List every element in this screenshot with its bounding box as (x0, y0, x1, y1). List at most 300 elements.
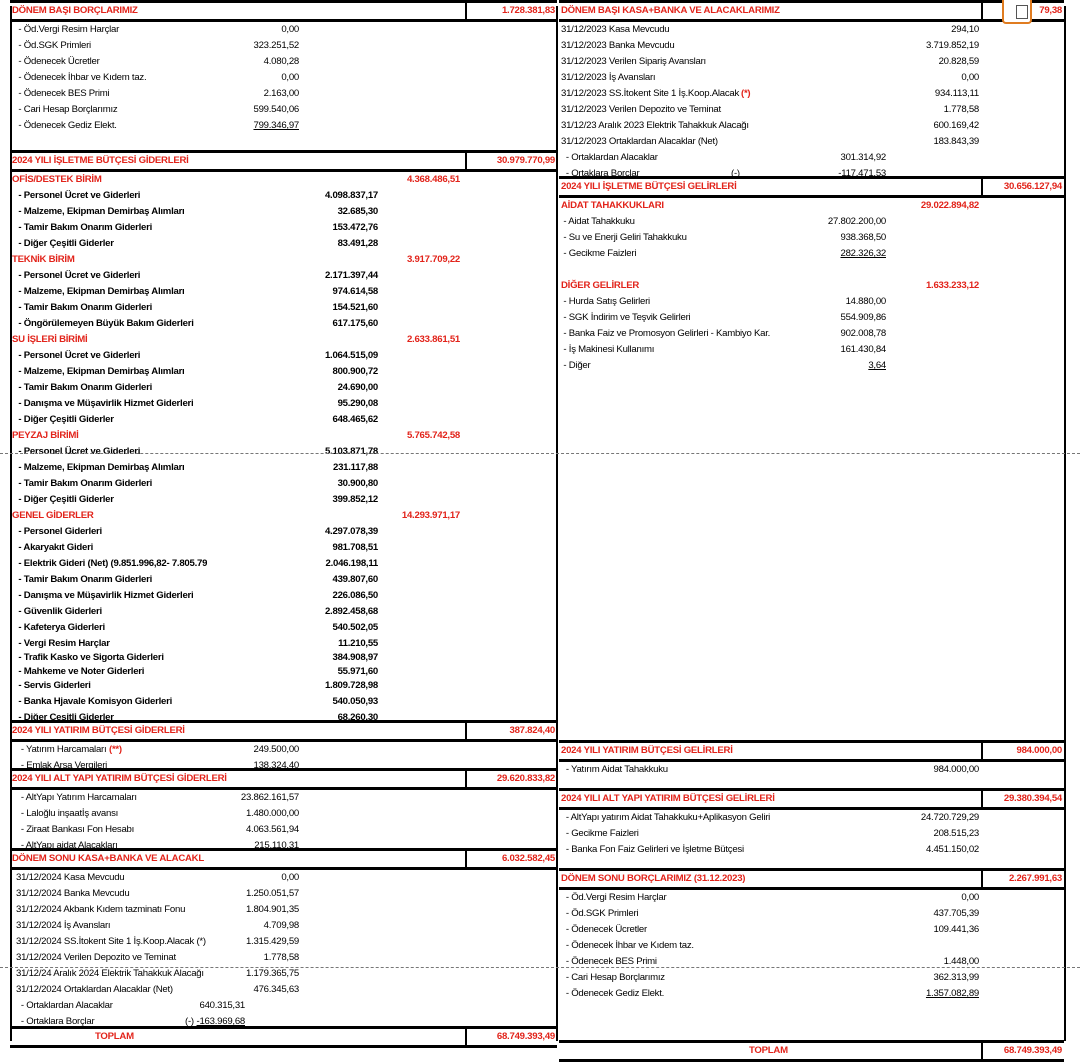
section-title: DÖNEM SONU BORÇLARIMIZ (31.12.2023) (561, 873, 746, 884)
item-label: - Öd.SGK Primleri (561, 908, 639, 919)
line-item (10, 604, 557, 620)
item-label: 31/12/2024 İş Avansları (16, 920, 111, 931)
line-item (10, 524, 557, 540)
section-header (559, 788, 1064, 810)
subsection-header (10, 332, 557, 348)
item-label: - Malzeme, Ekipman Demirbaş Alımları (16, 462, 185, 473)
item-label: - Banka Hjavale Komisyon Giderleri (16, 696, 173, 707)
item-label: - Danışma ve Müşavirlik Hizmet Giderleri (16, 590, 194, 601)
header-divider (981, 740, 983, 762)
item-label: 31/12/24 Aralık 2024 Elektrik Tahakkuk Alacağı (16, 968, 204, 979)
minus-sign: (-) (731, 168, 740, 179)
item-label: 31/12/2024 SS.İtokent Site 1 İş.Koop.Alacak (*) (16, 936, 206, 947)
line-item (559, 986, 1064, 1002)
item-label: - Akaryakıt Gideri (16, 542, 94, 553)
line-item (10, 806, 557, 822)
item-label: - Yatırım Aidat Tahakkuku (561, 764, 668, 775)
subsection-title: PEYZAJ BİRİMİ (12, 430, 79, 441)
subsection-title: SU İŞLERİ BİRİMİ (12, 334, 88, 345)
item-label: - Tamir Bakım Onarım Giderleri (16, 382, 153, 393)
header-divider (465, 720, 467, 742)
item-value: 215.110,31 (254, 840, 299, 851)
footnote-mark: (*) (741, 88, 751, 99)
item-value: 1.448,00 (943, 956, 979, 967)
item-label: - Emlak Arsa Vergileri (16, 760, 108, 771)
subsection-amount: 14.293.971,17 (401, 510, 460, 521)
item-subvalue: 938.368,50 (840, 232, 886, 243)
subsection-header (559, 278, 1064, 294)
right-column (559, 0, 1064, 1062)
subsection-header (10, 508, 557, 524)
item-label: 31/12/2023 Verilen Depozito ve Teminat (561, 104, 721, 115)
item-label: - Mahkeme ve Noter Giderleri (16, 666, 145, 677)
item-value: 3.719.852,19 (925, 40, 979, 51)
item-label: - Tamir Bakım Onarım Giderleri (16, 478, 153, 489)
line-item (10, 572, 557, 588)
subsection-amount: 1.633.233,12 (925, 280, 979, 291)
item-label: - Ödenecek Gediz Elekt. (16, 120, 117, 131)
section-amount: 6.032.582,45 (501, 853, 555, 864)
item-label: - Personel Ücret ve Giderleri (16, 270, 141, 281)
right-border (1064, 6, 1066, 1041)
item-value: 1.778,58 (263, 952, 299, 963)
header-divider (465, 1026, 467, 1048)
line-item (559, 294, 1064, 310)
subsection-header (10, 172, 557, 188)
item-subvalue: 640.315,31 (199, 1000, 245, 1011)
line-item (10, 966, 557, 982)
page-break-line (0, 453, 1080, 454)
item-label: 31/12/2023 Verilen Sipariş Avansları (561, 56, 706, 67)
item-value: 799.346,97 (253, 120, 299, 131)
section-header (559, 868, 1064, 890)
item-value: 437.705,39 (933, 908, 979, 919)
line-item (10, 540, 557, 556)
line-item (559, 150, 1064, 166)
subsection-amount: 3.917.709,22 (406, 254, 460, 265)
line-item (10, 54, 557, 70)
item-value: 83.491,28 (337, 238, 378, 249)
line-item (10, 664, 557, 678)
line-item (10, 650, 557, 664)
item-value: 55.971,60 (337, 666, 378, 677)
line-item (10, 396, 557, 412)
item-label: - Öd.Vergi Resim Harçlar (561, 892, 667, 903)
item-value: 5.103.871,78 (324, 446, 378, 457)
line-item (10, 102, 557, 118)
item-label: 31/12/2024 Ortaklardan Alacaklar (Net) (16, 984, 173, 995)
line-item (10, 556, 557, 572)
item-label: - Servis Giderleri (16, 680, 91, 691)
line-item (10, 1014, 557, 1026)
item-label: - Banka Fon Faiz Gelirleri ve İşletme Bütçesi (561, 844, 744, 855)
line-item (10, 268, 557, 284)
line-item (559, 86, 1064, 102)
line-item (10, 822, 557, 838)
section-header (10, 848, 557, 870)
section-amount: 30.656.127,94 (1003, 181, 1062, 192)
item-label: - Personel Ücret ve Giderleri (16, 350, 141, 361)
item-label: - Ortaklardan Alacaklar (561, 152, 658, 163)
line-item (10, 886, 557, 902)
item-label: - Hurda Satış Gelirleri (561, 296, 650, 307)
header-divider (465, 768, 467, 790)
line-item (10, 758, 557, 771)
line-item (559, 970, 1064, 986)
item-label: - Ödenecek BES Primi (16, 88, 110, 99)
item-value: 934.113,11 (934, 88, 979, 99)
item-label: - Ortaklara Borçlar (561, 168, 640, 179)
item-label: - Tamir Bakım Onarım Giderleri (16, 574, 153, 585)
item-label: 31/12/2023 Ortaklardan Alacaklar (Net) (561, 136, 718, 147)
header-divider (981, 0, 983, 22)
line-item (10, 902, 557, 918)
item-label: - Aidat Tahakkuku (561, 216, 635, 227)
item-value: 11.210,55 (338, 638, 378, 649)
item-value: 30.900,80 (337, 478, 378, 489)
line-item (559, 38, 1064, 54)
header-divider (981, 1040, 983, 1062)
section-amount: 984.000,00 (1016, 745, 1062, 756)
line-item (559, 166, 1064, 179)
left-column (10, 0, 557, 1048)
item-value: 1.778,58 (943, 104, 979, 115)
item-label: - Ödenecek İhbar ve Kıdem taz. (16, 72, 147, 83)
line-item (10, 870, 557, 886)
line-item (10, 678, 557, 694)
item-subvalue: 27.802.200,00 (827, 216, 886, 227)
item-subvalue: 902.008,78 (840, 328, 886, 339)
item-label: - Elektrik Gideri (Net) (9.851.996,82- 7.805.79 (16, 558, 208, 569)
line-item (559, 134, 1064, 150)
section-title: DÖNEM SONU KASA+BANKA VE ALACAKL (12, 853, 204, 864)
line-item (10, 412, 557, 428)
header-divider (981, 788, 983, 810)
item-value: 1.179.365,75 (245, 968, 299, 979)
item-value: 95.290,08 (337, 398, 378, 409)
item-label: - Öd.SGK Primleri (16, 40, 91, 51)
item-value: 249.500,00 (253, 744, 299, 755)
item-value: 1.357.082,89 (925, 988, 979, 999)
header-divider (981, 176, 983, 198)
section-title: 2024 YILI ALT YAPI YATIRIM BÜTÇESİ GİDERLERİ (12, 773, 227, 784)
section-header (10, 768, 557, 790)
line-item (10, 950, 557, 966)
section-title: 2024 YILI İŞLETME BÜTÇESİ GELİRLERİ (561, 181, 737, 192)
total-row (559, 1040, 1064, 1062)
item-label: - AltYapı yatırım Aidat Tahakkuku+Aplikasyon Geliri (561, 812, 771, 823)
item-value: 0,00 (281, 72, 299, 83)
item-value: 0,00 (281, 872, 299, 883)
item-value: 138.324,40 (253, 760, 299, 771)
line-item (10, 236, 557, 252)
item-value: 4.080,28 (263, 56, 299, 67)
section-title: 2024 YILI İŞLETME BÜTÇESİ GİDERLERİ (12, 155, 189, 166)
line-item (559, 118, 1064, 134)
item-value: 1.809.728,98 (324, 680, 378, 691)
section-header (10, 150, 557, 172)
line-item (10, 636, 557, 650)
total-label: TOPLAM (749, 1045, 788, 1056)
section-title: 2024 YILI YATIRIM BÜTÇESİ GELİRLERİ (561, 745, 733, 756)
item-label: - Banka Faiz ve Promosyon Gelirleri - Kambiyo Kar. (561, 328, 771, 339)
item-value: 226.086,50 (332, 590, 378, 601)
line-item (10, 22, 557, 38)
header-divider (465, 150, 467, 172)
footnote-mark: (**) (109, 744, 122, 755)
subsection-header (10, 428, 557, 444)
section-amount: 29.380.394,54 (1003, 793, 1062, 804)
item-subvalue: -163.969,68 (196, 1016, 245, 1027)
item-label: - Diğer Çeşitli Giderler (16, 414, 114, 425)
item-value: 294,10 (951, 24, 979, 35)
line-item (559, 826, 1064, 842)
item-value: 2.046.198,11 (325, 558, 378, 569)
section-amount: 29.620.833,82 (496, 773, 555, 784)
item-subvalue: 14.880,00 (845, 296, 886, 307)
item-value: 362.313,99 (933, 972, 979, 983)
item-value: 1.480.000,00 (245, 808, 299, 819)
item-label: - Ziraat Bankası Fon Hesabı (16, 824, 135, 835)
item-value: 208.515,23 (933, 828, 979, 839)
left-border (10, 6, 12, 1041)
line-item (559, 54, 1064, 70)
item-label: - Su ve Enerji Geliri Tahakkuku (561, 232, 687, 243)
section-amount: 1.728.381,83 (501, 5, 555, 16)
line-item (10, 348, 557, 364)
item-value: 24.690,00 (337, 382, 378, 393)
item-label: - Diğer (561, 360, 591, 371)
spacer (10, 134, 557, 150)
item-value: 4.709,98 (263, 920, 299, 931)
section-header (559, 176, 1064, 198)
item-label: - Personel Ücret ve Giderleri (16, 446, 141, 457)
item-label: - Tamir Bakım Onarım Giderleri (16, 302, 153, 313)
line-item (559, 102, 1064, 118)
paste-options-icon[interactable] (1002, 0, 1032, 24)
subsection-header (559, 198, 1064, 214)
item-label: - Ortaklara Borçlar (16, 1016, 95, 1027)
item-label: - Personel Ücret ve Giderleri (16, 190, 141, 201)
item-value: 800.900,72 (332, 366, 378, 377)
line-item (10, 38, 557, 54)
item-label: - Personel Giderleri (16, 526, 102, 537)
section-title: 2024 YILI YATIRIM BÜTÇESİ GİDERLERİ (12, 725, 185, 736)
line-item (10, 444, 557, 460)
total-row (10, 1026, 557, 1048)
line-item (10, 188, 557, 204)
section-header (559, 740, 1064, 762)
item-value: 476.345,63 (253, 984, 299, 995)
line-item (10, 70, 557, 86)
line-item (10, 710, 557, 723)
item-value: 0,00 (961, 72, 979, 83)
page-break-line (0, 967, 1080, 968)
line-item (559, 310, 1064, 326)
line-item (10, 790, 557, 806)
line-item (559, 326, 1064, 342)
line-item (10, 620, 557, 636)
item-value: 20.828,59 (938, 56, 979, 67)
subsection-amount: 2.633.861,51 (406, 334, 460, 345)
spacer (559, 374, 1064, 740)
item-label: - Güvenlik Giderleri (16, 606, 102, 617)
item-subvalue: 3,64 (868, 360, 886, 371)
item-value: 4.063.561,94 (245, 824, 299, 835)
line-item (10, 204, 557, 220)
item-subvalue: 161.430,84 (840, 344, 886, 355)
item-value: 981.708,51 (332, 542, 378, 553)
item-label: - Ödenecek BES Primi (561, 956, 657, 967)
line-item (10, 476, 557, 492)
line-item (559, 246, 1064, 262)
subsection-header (10, 252, 557, 268)
item-value: 1.064.515,09 (324, 350, 378, 361)
line-item (10, 284, 557, 300)
item-label: - Tamir Bakım Onarım Giderleri (16, 222, 153, 233)
item-label: 31/12/2024 Kasa Mevcudu (16, 872, 125, 883)
section-amount: 2.267.991,63 (1008, 873, 1062, 884)
section-amount: 387.824,40 (509, 725, 555, 736)
item-value: 1.804.901,35 (245, 904, 299, 915)
item-label: 31/12/2023 Banka Mevcudu (561, 40, 675, 51)
section-amount: 30.979.770,99 (496, 155, 555, 166)
line-item (10, 380, 557, 396)
item-label: - Diğer Çeşitli Giderler (16, 494, 114, 505)
line-item (559, 922, 1064, 938)
line-item (559, 214, 1064, 230)
item-subvalue: 301.314,92 (840, 152, 886, 163)
line-item (10, 316, 557, 332)
item-label: - Ödenecek Ücretler (561, 924, 647, 935)
item-value: 399.852,12 (332, 494, 378, 505)
item-value: 323.251,52 (253, 40, 299, 51)
header-divider (465, 0, 467, 22)
subsection-title: AİDAT TAHAKKUKLARI (561, 200, 664, 211)
item-value: 183.843,39 (933, 136, 979, 147)
section-title: 2024 YILI ALT YAPI YATIRIM BÜTÇESİ GELİRLERİ (561, 793, 775, 804)
item-label: - Cari Hesap Borçlarımız (561, 972, 665, 983)
item-value: 648.465,62 (332, 414, 378, 425)
item-label: - Diğer Çeşitli Giderler (16, 712, 114, 723)
line-item (10, 838, 557, 851)
line-item (10, 998, 557, 1014)
line-item (559, 22, 1064, 38)
item-label: - Vergi Resim Harçlar (16, 638, 110, 649)
item-value: 4.451.150,02 (925, 844, 979, 855)
item-value: 109.441,36 (933, 924, 979, 935)
line-item (10, 934, 557, 950)
item-value: 0,00 (281, 24, 299, 35)
section-amount: 68.749.393,49 (1003, 1045, 1062, 1056)
line-item (10, 118, 557, 134)
item-value: 384.908,97 (332, 652, 378, 663)
item-value: 4.098.837,17 (324, 190, 378, 201)
line-item (10, 982, 557, 998)
line-item (10, 220, 557, 236)
line-item (10, 300, 557, 316)
item-label: - Malzeme, Ekipman Demirbaş Alımları (16, 206, 185, 217)
line-item (559, 842, 1064, 858)
section-amount: 79,38 (1039, 5, 1062, 16)
item-label: - Ödenecek Ücretler (16, 56, 100, 67)
line-item (10, 694, 557, 710)
center-border (556, 6, 558, 1041)
item-value: 32.685,30 (337, 206, 378, 217)
item-label: - İş Makinesi Kullanımı (561, 344, 655, 355)
line-item (10, 492, 557, 508)
spacer (559, 778, 1064, 788)
item-value: 231.117,88 (333, 462, 378, 473)
item-value: 2.171.397,44 (324, 270, 378, 281)
item-label: - Diğer Çeşitli Giderler (16, 238, 114, 249)
item-value: 974.614,58 (332, 286, 378, 297)
section-amount: 68.749.393,49 (496, 1031, 555, 1042)
subsection-amount: 5.765.742,58 (406, 430, 460, 441)
line-item (559, 938, 1064, 954)
item-label: - Gecikme Faizleri (561, 248, 637, 259)
subsection-title: TEKNİK BİRİM (12, 254, 75, 265)
item-value: 153.472,76 (332, 222, 378, 233)
item-label: - Öngörülemeyen Büyük Bakım Giderleri (16, 318, 194, 329)
line-item (10, 86, 557, 102)
header-divider (981, 868, 983, 890)
spacer (559, 858, 1064, 868)
line-item (10, 918, 557, 934)
section-title: DÖNEM BAŞI KASA+BANKA VE ALACAKLARIMIZ (561, 5, 780, 16)
item-value: 154.521,60 (332, 302, 378, 313)
item-value: 984.000,00 (933, 764, 979, 775)
item-value: 540.502,05 (332, 622, 378, 633)
subsection-title: GENEL GİDERLER (12, 510, 94, 521)
item-value: 24.720.729,29 (920, 812, 979, 823)
line-item (559, 810, 1064, 826)
item-value: 439.807,60 (332, 574, 378, 585)
line-item (10, 588, 557, 604)
line-item (559, 906, 1064, 922)
line-item (559, 358, 1064, 374)
item-subvalue: 554.909,86 (840, 312, 886, 323)
total-label: TOPLAM (95, 1031, 134, 1042)
item-label: - Öd.Vergi Resim Harçlar (16, 24, 120, 35)
item-label: - Kafeterya Giderleri (16, 622, 105, 633)
line-item (559, 230, 1064, 246)
subsection-amount: 4.368.486,51 (406, 174, 460, 185)
item-label: - Ortaklardan Alacaklar (16, 1000, 113, 1011)
line-item (559, 762, 1064, 778)
item-label: 31/12/2023 İş Avansları (561, 72, 656, 83)
item-label: - Trafik Kasko ve Sigorta Giderleri (16, 652, 164, 663)
line-item (10, 742, 557, 758)
item-label: - SGK İndirim ve Teşvik Gelirleri (561, 312, 691, 323)
subsection-title: OFİS/DESTEK BİRİM (12, 174, 102, 185)
line-item (559, 70, 1064, 86)
line-item (10, 364, 557, 380)
item-value: 617.175,60 (332, 318, 378, 329)
item-value: 540.050,93 (332, 696, 378, 707)
item-label: - Laloğlu inşaatİş avansı (16, 808, 119, 819)
item-label: - Yatırım Harcamaları (16, 744, 109, 755)
header-divider (465, 848, 467, 870)
item-label: - Cari Hesap Borçlarımız (16, 104, 118, 115)
item-label: - Gecikme Faizleri (561, 828, 639, 839)
item-label: - Ödenecek Gediz Elekt. (561, 988, 665, 999)
line-item (559, 342, 1064, 358)
item-value: 1.250.051,57 (245, 888, 299, 899)
section-header (559, 0, 1064, 22)
item-value: 23.862.161,57 (240, 792, 299, 803)
item-label: - Malzeme, Ekipman Demirbaş Alımları (16, 286, 185, 297)
